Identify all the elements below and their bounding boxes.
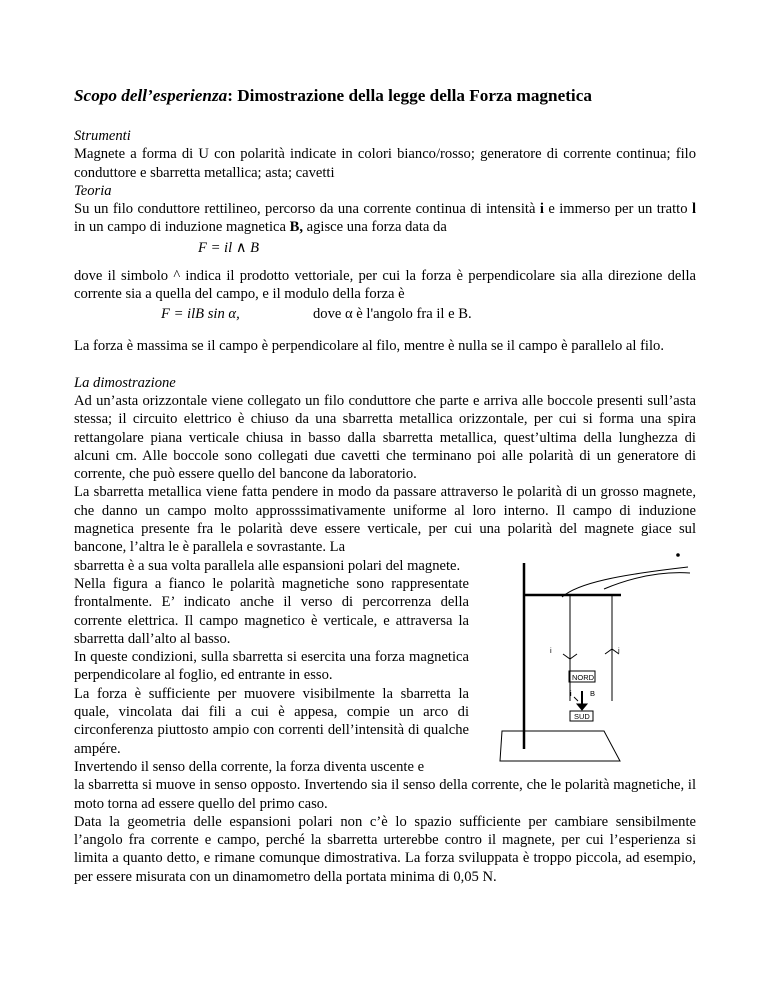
- teoria-heading: Teoria: [74, 182, 112, 199]
- label-B: B: [590, 688, 596, 698]
- bench-plane: [500, 731, 620, 761]
- document-page: [74, 85, 696, 886]
- dimostrazione-paragraph-5: La forza è sufficiente per muovere visibilmente la sbarretta la quale, vincolata dai fili a cui è appesa, compie un arco di circonferenza piuttosto ampio con correnti dell’intensità di qualche ampére.: [74, 685, 469, 757]
- dimostrazione-paragraph-7: Data la geometria delle espansioni polari non c’è lo spazio sufficiente per cambiare sensibilmente l’angolo fra corrente e campo, perché la sbarretta urterebbe contro il magnete, per cui l’esperienza si limita a quanto detto, e rimane comunque dimostrativa. La forza sviluppata è troppo piccola, ad esempio, per essere misurata con un dinamometro della portata minima di 0,05 N.: [74, 813, 696, 885]
- label-i-bar: i: [570, 688, 572, 698]
- teoria-text-3: in un campo di induzione magnetica: [74, 219, 290, 236]
- formula-force-modulus: [74, 305, 696, 325]
- cable-2: [604, 572, 690, 588]
- teoria-i: i: [539, 201, 544, 218]
- formula-1-text: F = il ∧ B: [198, 239, 260, 256]
- teoria-l: l: [691, 201, 697, 218]
- dimostrazione-paragraph-3: Nella figura a fianco le polarità magnetiche sono rappresentate frontalmente. E’ indicato anche il verso di percorrenza della corrente elettrica. Il campo magnetico è verticale, e attraversa la sbarretta dall’alto al basso.: [74, 575, 469, 647]
- cable-end-dot: [677, 553, 680, 556]
- teoria-text-2: e immerso per un tratto: [543, 201, 692, 218]
- label-i-left: i: [550, 645, 552, 655]
- cable-1: [562, 567, 688, 597]
- label-sud: SUD: [574, 711, 590, 721]
- apparatus-figure: [498, 543, 698, 765]
- teoria-B: B,: [289, 219, 303, 236]
- dimostrazione-paragraph-6a: Invertendo il senso della corrente, la forza diventa uscente e: [74, 758, 425, 775]
- formula-2-text: F = ilB sin α,: [161, 306, 240, 323]
- field-arrow-head: [577, 704, 587, 710]
- label-nord: NORD: [572, 672, 595, 682]
- dimostrazione-paragraph-1: Ad un’asta orizzontale viene collegato un filo conduttore che parte e arriva alle boccole presenti sull’asta stessa; il circuito elettrico è chiuso da una sbarretta metallica orizzontale, per cui si forma una spira rettangolare piana verticale chiusa in basso dalla sbarretta metallica, quest’ultima della lunghezza di alcuni cm. Alle boccole sono collegati due cavetti che terminano poi alle polarità di un generatore di corrente, che può essere quello del bancone da laboratorio.: [74, 392, 696, 483]
- current-bar-tick: [574, 697, 578, 701]
- teoria-paragraph-2: dove il simbolo ^ indica il prodotto vettoriale, per cui la forza è perpendicolare sia alla direzione della corrente sia a quella del campo, e il modulo della forza è: [74, 267, 696, 303]
- dimostrazione-paragraph-2b: sbarretta è a sua volta parallela alle espansioni polari del magnete.: [74, 557, 461, 574]
- teoria-text-4: agisce una forza data da: [303, 219, 447, 236]
- title-main: : Dimostrazione della legge della Forza magnetica: [227, 86, 592, 105]
- teoria-paragraph-3: La forza è massima se il campo è perpendicolare al filo, mentre è nulla se il campo è parallelo al filo.: [74, 338, 664, 355]
- label-i-right: i: [618, 645, 620, 655]
- teoria-paragraph-1: [74, 200, 696, 237]
- dimostrazione-paragraph-6b: la sbarretta si muove in senso opposto. Invertendo sia il senso della corrente, che le polarità magnetiche, il moto torna ad essere quello del primo caso.: [74, 777, 696, 812]
- dimostrazione-paragraph-4: In queste condizioni, sulla sbarretta si esercita una forza magnetica perpendicolare al foglio, ed entrante in esso.: [74, 649, 469, 684]
- title-prefix: Scopo dell’esperienza: [74, 86, 228, 105]
- document-title: [74, 85, 696, 107]
- strumenti-text: Magnete a forma di U con polarità indicate in colori bianco/rosso; generatore di corrente continua; filo conduttore e sbarretta metallica; asta; cavetti: [74, 146, 696, 181]
- formula-force-vector: [74, 239, 696, 259]
- dimostrazione-paragraph-2a: La sbarretta metallica viene fatta pendere in modo da passare attraverso le polarità di un grosso magnete, che danno un campo molto approsssimativamente uniforme al loro interno. Il campo di induzione magnetica presente fra le polarità deve essere verticale, per cui una polarità del magnete giace sul bancone, l’altra le è parallela e sovrastante. La: [74, 484, 696, 556]
- figure-wrap-region: [74, 557, 696, 777]
- strumenti-heading: Strumenti: [74, 128, 131, 144]
- dimostrazione-heading: La dimostrazione: [74, 374, 176, 391]
- formula-2-tail: dove α è l'angolo fra il e B.: [313, 306, 472, 323]
- teoria-text-1: Su un filo conduttore rettilineo, percorso da una corrente continua di intensità: [74, 201, 540, 218]
